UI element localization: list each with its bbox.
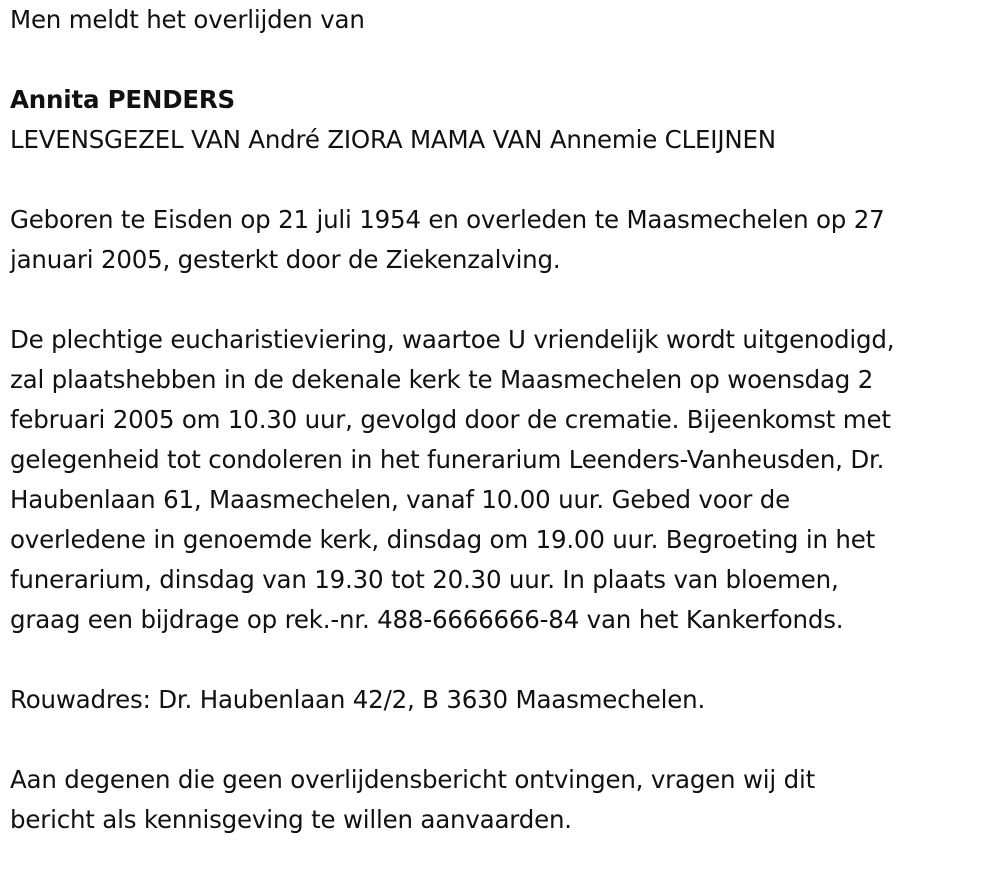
- spacer: [10, 720, 995, 760]
- intro-text: Men meldt het overlijden van: [10, 5, 365, 34]
- address-text: Rouwadres: Dr. Haubenlaan 42/2, B 3630 Maasmechelen.: [10, 685, 706, 714]
- paragraph-line: februari 2005 om 10.30 uur, gevolgd door de crematie. Bijeenkomst met: [10, 405, 891, 434]
- birth-death-paragraph: [10, 200, 995, 280]
- paragraph-line: overledene in genoemde kerk, dinsdag om 19.00 uur. Begroeting in het: [10, 525, 875, 554]
- spacer: [10, 160, 995, 200]
- paragraph-line: zal plaatshebben in de dekenale kerk te Maasmechelen op woensdag 2: [10, 365, 874, 394]
- notice-intro: [10, 0, 995, 40]
- paragraph-line: graag een bijdrage op rek.-nr. 488-6666666-84 van het Kankerfonds.: [10, 605, 844, 634]
- paragraph-line: Aan degenen die geen overlijdensbericht ontvingen, vragen wij dit: [10, 765, 815, 794]
- spacer: [10, 280, 995, 320]
- deceased-name: [10, 80, 995, 120]
- ceremony-paragraph: [10, 320, 995, 640]
- closing-paragraph: [10, 760, 995, 840]
- paragraph-line: Haubenlaan 61, Maasmechelen, vanaf 10.00 uur. Gebed voor de: [10, 485, 790, 514]
- paragraph-line: bericht als kennisgeving te willen aanvaarden.: [10, 805, 572, 834]
- paragraph-line: januari 2005, gesterkt door de Ziekenzalving.: [10, 245, 561, 274]
- deceased-name-text: Annita PENDERS: [10, 85, 235, 114]
- relations: [10, 120, 995, 160]
- paragraph-line: gelegenheid tot condoleren in het funerarium Leenders-Vanheusden, Dr.: [10, 445, 885, 474]
- spacer: [10, 640, 995, 680]
- relations-text: LEVENSGEZEL VAN André ZIORA MAMA VAN Annemie CLEIJNEN: [10, 125, 776, 154]
- paragraph-line: Geboren te Eisden op 21 juli 1954 en overleden te Maasmechelen op 27: [10, 205, 885, 234]
- spacer: [10, 40, 995, 80]
- paragraph-line: funerarium, dinsdag van 19.30 tot 20.30 uur. In plaats van bloemen,: [10, 565, 839, 594]
- death-notice: [10, 0, 995, 840]
- mourning-address: [10, 680, 995, 720]
- paragraph-line: De plechtige eucharistieviering, waartoe U vriendelijk wordt uitgenodigd,: [10, 325, 895, 354]
